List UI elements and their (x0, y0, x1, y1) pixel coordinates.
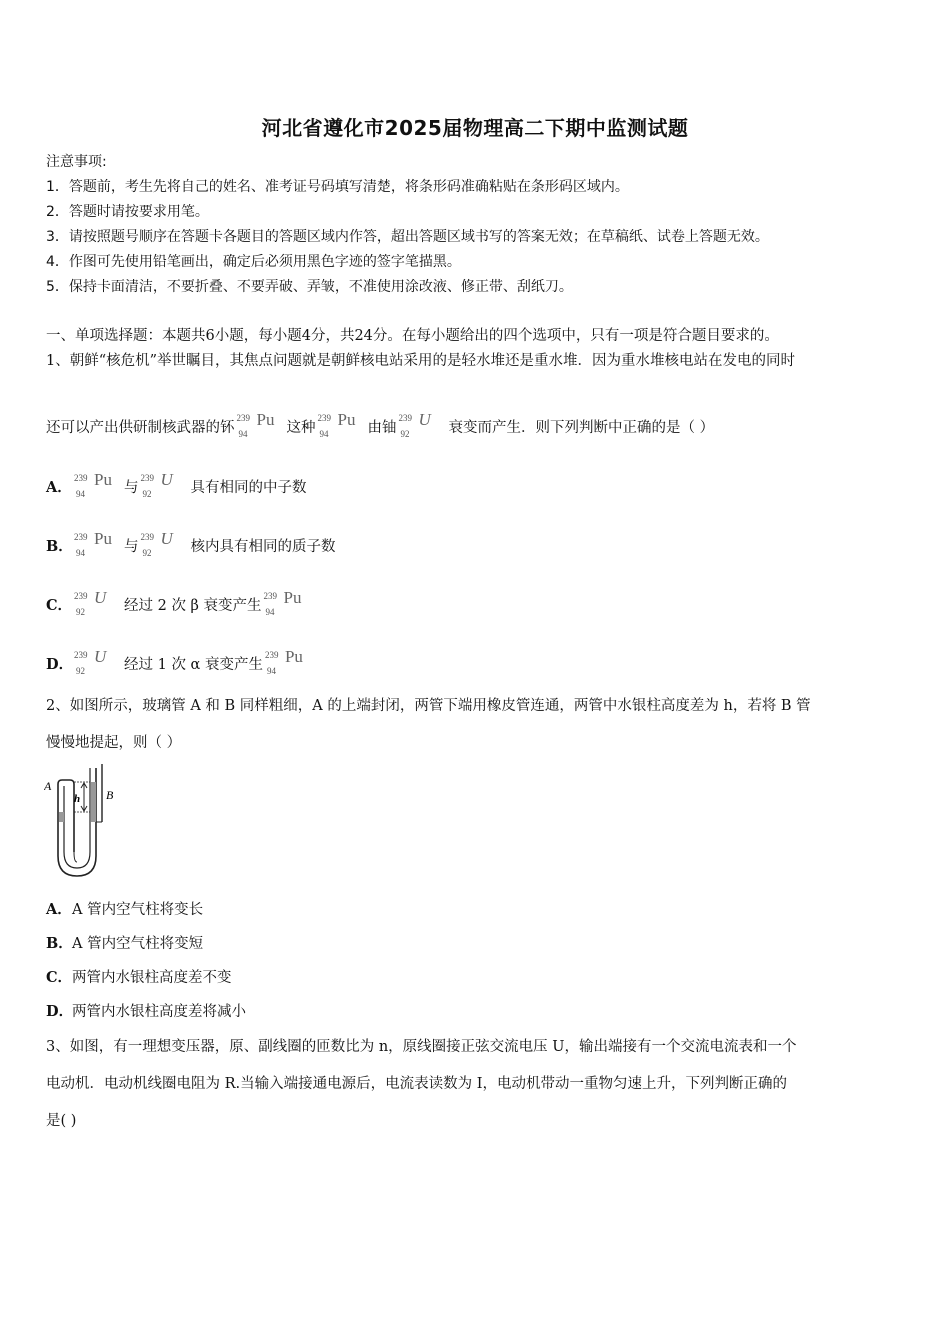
isotope-u: 239 92 U (74, 588, 107, 617)
q2-option-a: A．A 管内空气柱将变长 (46, 901, 204, 918)
figure-label-a: A (44, 779, 52, 793)
q2-option-b: B．A 管内空气柱将变短 (46, 935, 204, 952)
isotope-u: 239 92 U (140, 470, 173, 499)
q1-text-part: 这种 (286, 420, 316, 436)
q1-text-part: 衰变而产生．则下列判断中正确的是（ ） (448, 420, 715, 436)
u-tube-figure (44, 764, 124, 880)
page-title: 河北省遵化市2025届物理高二下期中监测试题 (261, 116, 689, 140)
section-heading: 一、单项选择题：本题共6小题，每小题4分，共24分。在每小题给出的四个选项中，只有一项是符合题目要求的。 (46, 328, 779, 344)
notice-item: 5．保持卡面清洁，不要折叠、不要弄破、弄皱，不准使用涂改液、修正带、刮纸刀。 (46, 279, 573, 295)
isotope-u: 239 92 U (140, 529, 173, 558)
notice-item: 4．作图可先使用铅笔画出，确定后必须用黑色字迹的签字笔描黑。 (46, 254, 461, 270)
q1-option-a: A． 239 94 Pu 与 239 92 U 具有相同的中子数 (46, 470, 307, 499)
figure-label-b: B (106, 788, 114, 802)
question-3-text-cont: 是( ) (46, 1113, 77, 1129)
question-2-text: 2、如图所示，玻璃管 A 和 B 同样粗细，A 的上端封闭，两管下端用橡皮管连通，两管中水银柱高度差为 h，若将 B 管 (46, 698, 811, 714)
isotope-u: 239 92 U (398, 410, 431, 439)
notice-heading: 注意事项: (46, 154, 107, 170)
isotope-pu: 239 94 Pu (74, 529, 112, 558)
isotope-pu: 239 94 Pu (263, 588, 302, 617)
isotope-u: 239 92 U (74, 647, 107, 676)
isotope-pu: 239 94 Pu (74, 470, 112, 499)
q2-option-d: D．两管内水银柱高度差将减小 (46, 1003, 246, 1020)
question-1-text: 1、朝鲜“核危机”举世瞩目，其焦点问题就是朝鲜核电站采用的是轻水堆还是重水堆．因为重水堆核电站在发电的同时 (46, 353, 796, 369)
q1-text-part: 还可以产出供研制核武器的钚 (46, 420, 235, 436)
question-2-text-cont: 慢慢地提起，则（ ） (46, 735, 182, 751)
q1-option-c: C． 239 92 U 经过 2 次 β 衰变产生 239 94 Pu (46, 590, 314, 616)
question-1-text-cont (46, 412, 714, 438)
q1-text-part: 由铀 (367, 420, 397, 436)
notice-item: 2．答题时请按要求用笔。 (46, 204, 209, 220)
q1-option-d: D． 239 92 U 经过 1 次 α 衰变产生 239 94 Pu (46, 649, 315, 675)
isotope-pu: 239 94 Pu (236, 410, 275, 439)
question-3-text: 3、如图，有一理想变压器，原、副线圈的匝数比为 n，原线圈接正弦交流电压 U，输出端接有一个交流电流表和一个 (46, 1039, 797, 1055)
figure-label-h: h (74, 793, 81, 805)
question-3-text-cont: 电动机．电动机线圈电阻为 R.当输入端接通电源后，电流表读数为 I，电动机带动一重物匀速上升，下列判断正确的 (46, 1076, 787, 1092)
q2-option-c: C．两管内水银柱高度差不变 (46, 969, 232, 986)
q1-option-b: B． 239 94 Pu 与 239 92 U 核内具有相同的质子数 (46, 529, 336, 558)
notice-item: 3．请按照题号顺序在答题卡各题目的答题区域内作答，超出答题区域书写的答案无效；在草稿纸、试卷上答题无效。 (46, 229, 769, 245)
isotope-pu: 239 94 Pu (317, 410, 356, 439)
notice-item: 1．答题前，考生先将自己的姓名、准考证号码填写清楚，将条形码准确粘贴在条形码区域内。 (46, 179, 629, 195)
isotope-pu: 239 94 Pu (264, 647, 303, 676)
